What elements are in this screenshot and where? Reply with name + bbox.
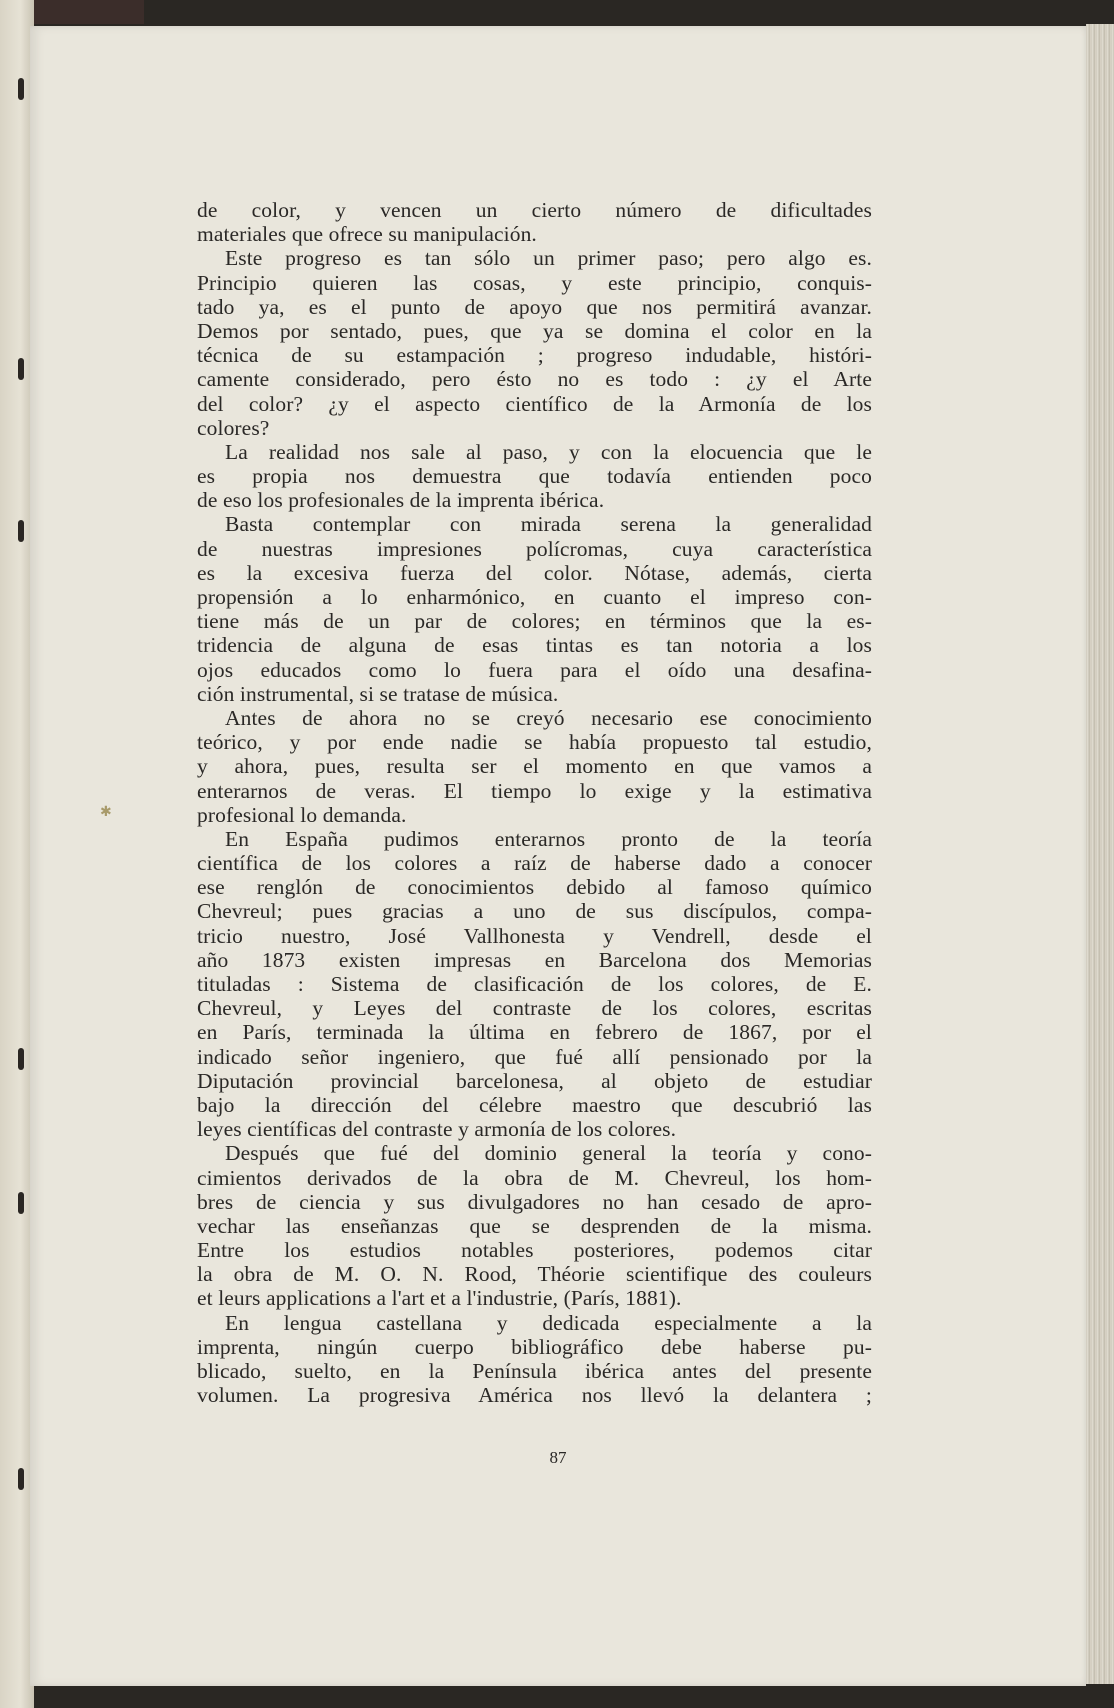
paper-speck: ✱ bbox=[100, 805, 112, 820]
body-text bbox=[197, 198, 872, 1407]
text-line: leyes científicas del contraste y armonía de los colores. bbox=[197, 1117, 677, 1142]
book-binding bbox=[34, 0, 144, 24]
text-line: tado ya, es el punto de apoyo que nos permitirá avanzar. bbox=[197, 294, 872, 319]
text-line: imprenta, ningún cuerpo bibliográfico debe haberse pu- bbox=[197, 1334, 872, 1359]
text-line: ese renglón de conocimientos debido al famoso químico bbox=[197, 875, 872, 900]
text-line: La realidad nos sale al paso, y con la elocuencia que le bbox=[225, 439, 872, 464]
text-line: Basta contemplar con mirada serena la generalidad bbox=[225, 512, 872, 537]
text-line: camente considerado, pero ésto no es todo : ¿y el Arte bbox=[197, 367, 872, 392]
text-line: Entre los estudios notables posteriores, podemos citar bbox=[197, 1238, 872, 1263]
page-stack-edge bbox=[1086, 24, 1114, 1684]
text-line: Este progreso es tan sólo un primer paso; pero algo es. bbox=[225, 246, 872, 271]
text-line: enterarnos de veras. El tiempo lo exige y la estimativa bbox=[197, 778, 872, 803]
text-line: técnica de su estampación ; progreso indudable, históri- bbox=[197, 343, 872, 368]
text-line: del color? ¿y el aspecto científico de la Armonía de los bbox=[197, 391, 872, 416]
text-line: Demos por sentado, pues, que ya se domina el color en la bbox=[197, 318, 872, 343]
text-line: cimientos derivados de la obra de M. Chevreul, los hom- bbox=[197, 1165, 872, 1190]
text-line: Chevreul; pues gracias a uno de sus discípulos, compa- bbox=[197, 899, 872, 924]
page-edge-mark bbox=[18, 1468, 24, 1490]
text-line: bres de ciencia y sus divulgadores no han cesado de apro- bbox=[197, 1189, 872, 1214]
text-line: Chevreul, y Leyes del contraste de los colores, escritas bbox=[197, 996, 872, 1021]
text-line: volumen. La progresiva América nos llevó la delantera ; bbox=[197, 1383, 872, 1408]
facing-page-edge bbox=[0, 0, 34, 1708]
text-line: Principio quieren las cosas, y este principio, conquis- bbox=[197, 270, 872, 295]
text-line: materiales que ofrece su manipulación. bbox=[197, 222, 537, 247]
text-line: indicado señor ingeniero, que fué allí pensionado por la bbox=[197, 1044, 872, 1069]
page-edge-mark bbox=[18, 1048, 24, 1070]
text-line: colores? bbox=[197, 415, 270, 440]
text-line: ojos educados como lo fuera para el oído una desafina- bbox=[197, 657, 872, 682]
text-line: de nuestras impresiones polícromas, cuya característica bbox=[197, 536, 872, 561]
text-line: y ahora, pues, resulta ser el momento en que vamos a bbox=[197, 754, 872, 779]
text-line: propensión a lo enharmónico, en cuanto el impreso con- bbox=[197, 585, 872, 609]
text-line: et leurs applications a l'art et a l'industrie, (París, 1881). bbox=[197, 1286, 682, 1311]
page-edge-mark bbox=[18, 1192, 24, 1214]
text-line: Después que fué del dominio general la teoría y cono- bbox=[225, 1141, 872, 1166]
text-line: vechar las enseñanzas que se desprenden de la misma. bbox=[197, 1213, 872, 1238]
text-line: científica de los colores a raíz de haberse dado a conocer bbox=[197, 851, 872, 876]
text-line: es propia nos demuestra que todavía entienden poco bbox=[197, 464, 872, 489]
text-line: teórico, y por ende nadie se había propuesto tal estudio, bbox=[197, 730, 872, 755]
text-line: profesional lo demanda. bbox=[197, 802, 407, 827]
text-line: tricio nuestro, José Vallhonesta y Vendrell, desde el bbox=[197, 923, 872, 948]
text-line: bajo la dirección del célebre maestro que descubrió las bbox=[197, 1092, 872, 1117]
page-number: 87 bbox=[549, 1448, 567, 1467]
text-line: la obra de M. O. N. Rood, Théorie scientifique des couleurs bbox=[197, 1262, 872, 1287]
text-line: Diputación provincial barcelonesa, al objeto de estudiar bbox=[197, 1068, 872, 1093]
text-line: tiene más de un par de colores; en términos que la es- bbox=[197, 609, 872, 634]
text-line: tridencia de alguna de esas tintas es tan notoria a los bbox=[197, 633, 872, 658]
page-edge-mark bbox=[18, 78, 24, 100]
text-line: En lengua castellana y dedicada especialmente a la bbox=[225, 1310, 872, 1335]
text-line: de eso los profesionales de la imprenta ibérica. bbox=[197, 488, 605, 513]
text-line: año 1873 existen impresas en Barcelona dos Memorias bbox=[197, 947, 872, 972]
page-edge-mark bbox=[18, 358, 24, 380]
text-line: Antes de ahora no se creyó necesario ese conocimiento bbox=[225, 705, 872, 730]
text-line: ción instrumental, si se tratase de música. bbox=[197, 681, 559, 706]
book-page bbox=[30, 26, 1086, 1686]
text-line: blicado, suelto, en la Península ibérica antes del presente bbox=[197, 1359, 872, 1383]
text-line: tituladas : Sistema de clasificación de los colores, de E. bbox=[197, 972, 872, 996]
text-line: es la excesiva fuerza del color. Nótase, además, cierta bbox=[197, 560, 872, 585]
text-line: En España pudimos enterarnos pronto de la teoría bbox=[225, 826, 872, 851]
page-edge-mark bbox=[18, 520, 24, 542]
text-line: en París, terminada la última en febrero de 1867, por el bbox=[197, 1020, 872, 1045]
text-line: de color, y vencen un cierto número de dificultades bbox=[197, 198, 872, 222]
